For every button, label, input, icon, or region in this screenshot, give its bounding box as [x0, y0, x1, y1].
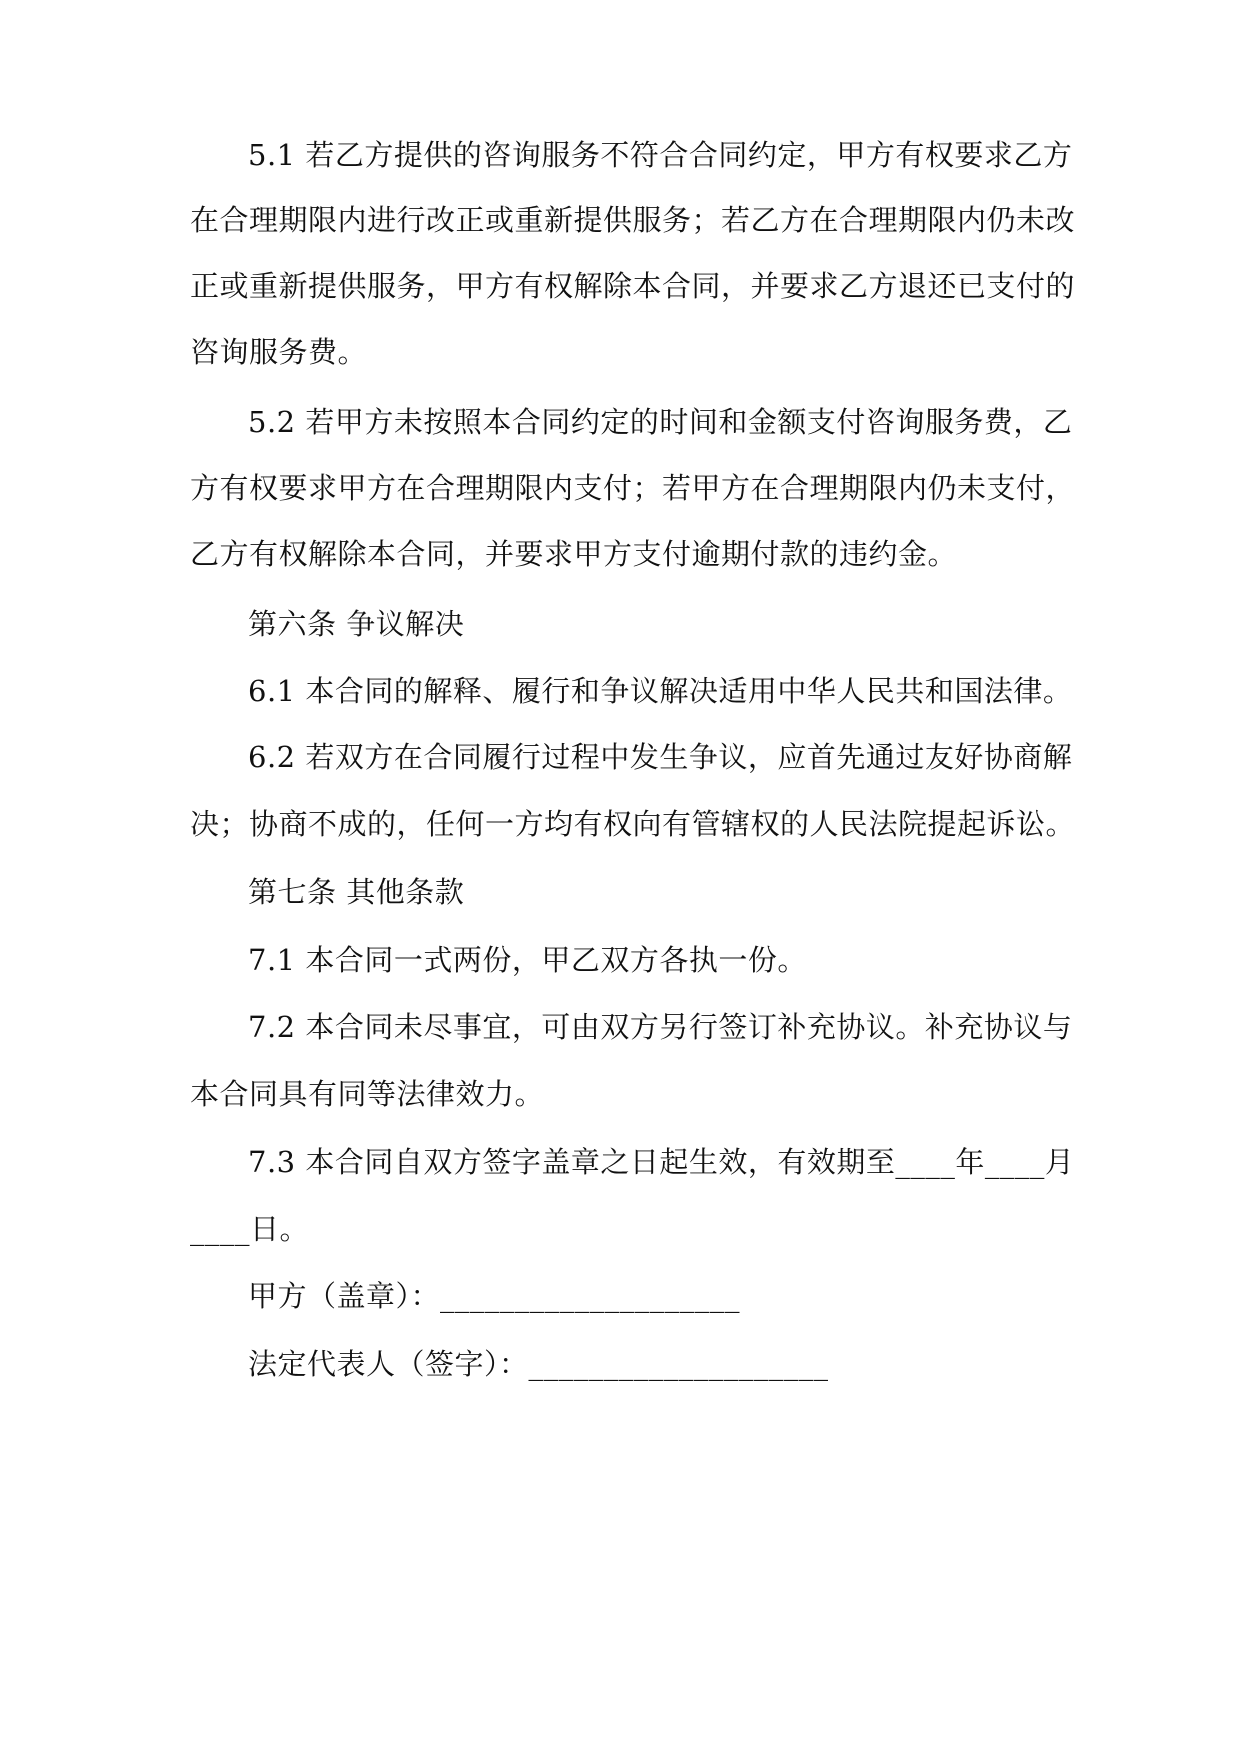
- clause-7-3-line-2: ____日。: [190, 1212, 310, 1246]
- clause-7-3-line-1: 7.3 本合同自双方签字盖章之日起生效，有效期至____年____月: [248, 1145, 1075, 1179]
- clause-5-1-line-2: 在合理期限内进行改正或重新提供服务；若乙方在合理期限内仍未改: [190, 203, 1076, 237]
- clause-5-2-line-1: 5.2 若甲方未按照本合同约定的时间和金额支付咨询服务费，乙: [248, 405, 1073, 439]
- clause-5-2-line-3: 乙方有权解除本合同，并要求甲方支付逾期付款的违约金。: [190, 537, 958, 571]
- clause-6-2-line-2: 决；协商不成的，任何一方均有权向有管辖权的人民法院提起诉讼。: [190, 807, 1076, 841]
- clause-5-1-line-3: 正或重新提供服务，甲方有权解除本合同，并要求乙方退还已支付的: [190, 269, 1076, 303]
- clause-7-2-line-1: 7.2 本合同未尽事宜，可由双方另行签订补充协议。补充协议与: [248, 1010, 1073, 1044]
- party-a-seal-line: 甲方（盖章）：____________________: [248, 1279, 741, 1313]
- legal-representative-signature-line: 法定代表人（签字）：____________________: [248, 1347, 829, 1381]
- clause-5-2-line-2: 方有权要求甲方在合理期限内支付；若甲方在合理期限内仍未支付，: [190, 471, 1076, 505]
- article-6-heading: 第六条 争议解决: [248, 607, 465, 641]
- clause-6-1-line-1: 6.1 本合同的解释、履行和争议解决适用中华人民共和国法律。: [248, 674, 1073, 708]
- clause-5-1-line-4: 咨询服务费。: [190, 335, 368, 369]
- clause-7-2-line-2: 本合同具有同等法律效力。: [190, 1077, 545, 1111]
- clause-7-1-line-1: 7.1 本合同一式两份，甲乙双方各执一份。: [248, 943, 807, 977]
- clause-6-2-line-1: 6.2 若双方在合同履行过程中发生争议，应首先通过友好协商解: [248, 740, 1073, 774]
- clause-5-1-line-1: 5.1 若乙方提供的咨询服务不符合合同约定，甲方有权要求乙方: [248, 138, 1073, 172]
- article-7-heading: 第七条 其他条款: [248, 875, 465, 909]
